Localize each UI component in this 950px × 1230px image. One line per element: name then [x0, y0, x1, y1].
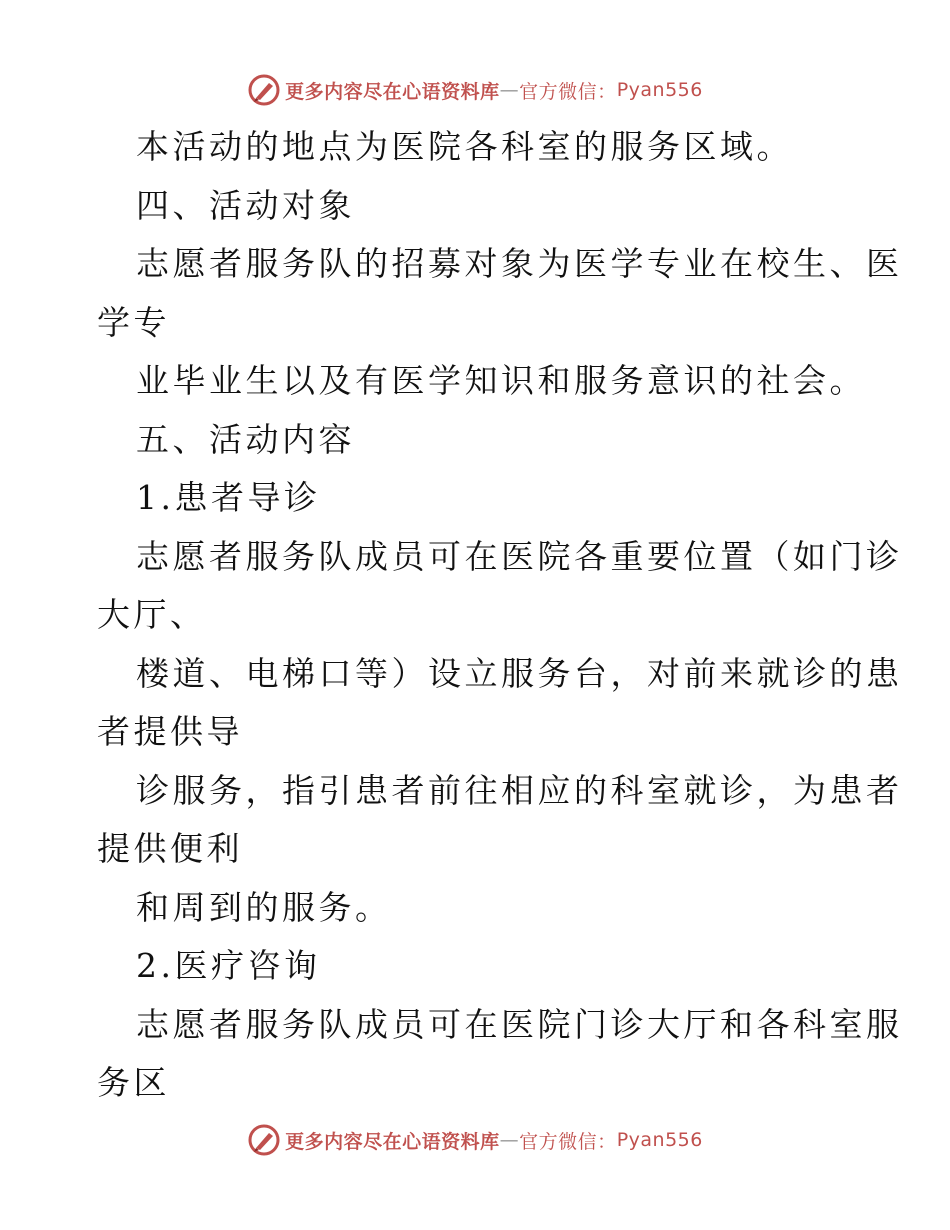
banner-wechat-id: Pyan556: [616, 1129, 703, 1151]
subsection-heading: 2.医疗咨询: [136, 946, 321, 985]
banner-wechat-label: 官方微信：: [519, 80, 617, 103]
text-line: 本活动的地点为医院各科室的服务区域。: [136, 127, 793, 166]
text-line: 志愿者服务队成员可在医院各重要位置（如门诊: [136, 536, 903, 576]
text-line: 大厅、: [97, 595, 207, 634]
text-line: 诊服务，指引患者前往相应的科室就诊，为患者: [136, 770, 903, 810]
text-line: 学专: [97, 302, 170, 342]
banner-brand-text: 更多内容尽在心语资料库: [285, 1130, 500, 1153]
banner-wechat-label: 官方微信：: [519, 1130, 617, 1153]
text-line: 志愿者服务队成员可在医院门诊大厅和各科室服: [136, 1004, 903, 1044]
document-body: [97, 118, 903, 1113]
header-banner: [0, 70, 950, 110]
pen-logo-icon: [247, 1123, 281, 1157]
footer-banner: [0, 1120, 950, 1160]
banner-wechat-id: Pyan556: [616, 79, 703, 101]
pen-logo-icon: [247, 73, 281, 107]
text-line: 提供便利: [97, 829, 243, 868]
banner-dash: —: [499, 79, 520, 101]
banner-dash: —: [499, 1129, 520, 1151]
section-heading: 四、活动对象: [136, 185, 355, 225]
text-line: 业毕业生以及有医学知识和服务意识的社会。: [136, 361, 866, 400]
text-line: 志愿者服务队的招募对象为医学专业在校生、医: [136, 244, 903, 283]
text-line: 者提供导: [97, 712, 243, 751]
banner-brand-text: 更多内容尽在心语资料库: [285, 80, 500, 103]
text-line: 和周到的服务。: [136, 887, 392, 927]
text-line: 务区: [97, 1063, 170, 1102]
subsection-heading: 1.患者导诊: [136, 478, 321, 517]
section-heading: 五、活动内容: [136, 419, 355, 459]
text-line: 楼道、电梯口等）设立服务台，对前来就诊的患: [136, 653, 903, 693]
